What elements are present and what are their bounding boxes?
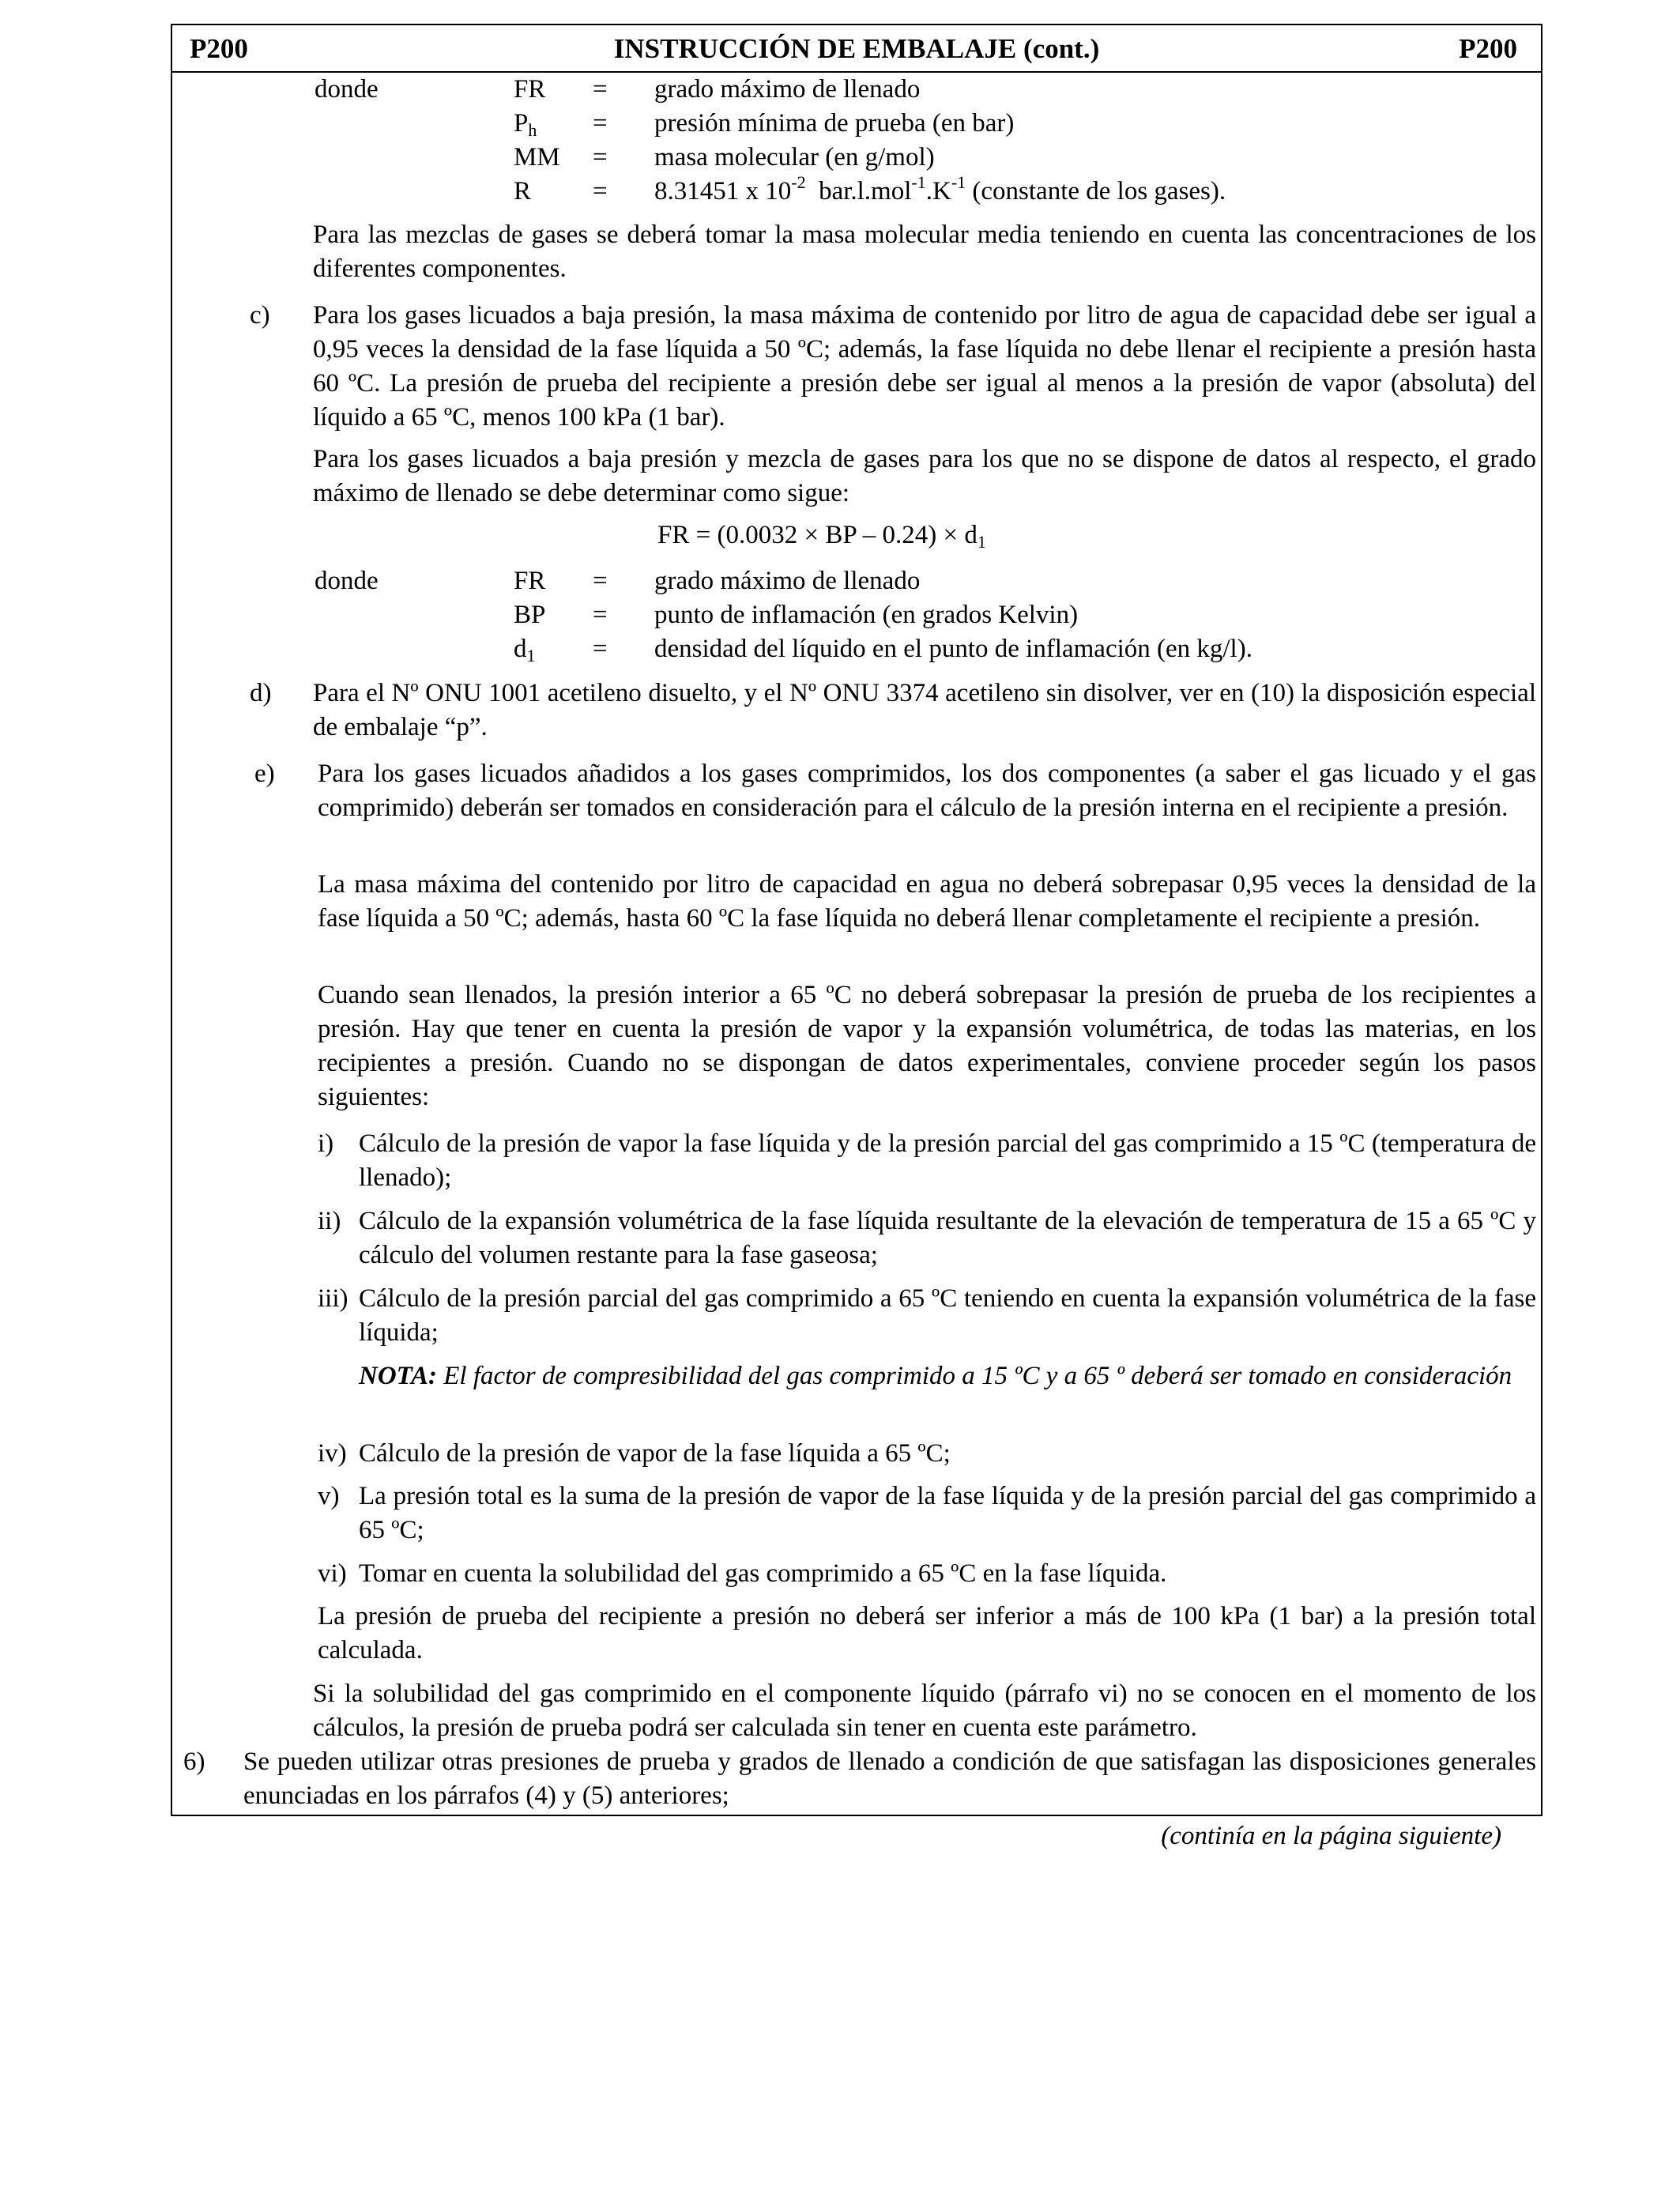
table-header — [172, 25, 1541, 73]
note-label: NOTA: — [359, 1362, 437, 1390]
step-label: iv) — [318, 1439, 347, 1468]
step-label: v) — [318, 1482, 340, 1510]
definition-fr: grado máximo de llenado — [654, 567, 921, 595]
instruction-code-right: P200 — [1459, 33, 1517, 64]
step-label: ii) — [318, 1207, 341, 1235]
item-e-paragraph-4: La presión de prueba del recipiente a presión no deberá ser inferior a más de 100 kPa (1 bar) a la presión total calculada. — [318, 1602, 1536, 1664]
symbol-fr: FR — [514, 567, 546, 595]
instruction-code-left: P200 — [190, 33, 248, 64]
item-e-paragraph-5: Si la solubilidad del gas comprimido en el componente líquido (párrafo vi) no se conocen en el momento de los cálculos, la presión de prueba podrá ser calculada sin tener en cuenta este parámetro. — [313, 1679, 1536, 1742]
equals-sign: = — [593, 75, 608, 104]
step-text: Cálculo de la presión de vapor de la fase líquida a 65 ºC; — [359, 1439, 951, 1468]
item-d-label: d) — [250, 679, 272, 707]
donde-label: donde — [315, 567, 379, 595]
equals-sign: = — [593, 109, 608, 138]
mixtures-paragraph: Para las mezclas de gases se deberá tomar la masa molecular media teniendo en cuenta las concentraciones de los diferentes componentes. — [313, 221, 1536, 283]
item-c-label: c) — [250, 301, 270, 330]
step-text: La presión total es la suma de la presión de vapor de la fase líquida y de la presión parcial del gas comprimido a 65 ºC; — [359, 1482, 1536, 1544]
item-d-paragraph: Para el Nº ONU 1001 acetileno disuelto, y el Nº ONU 3374 acetileno sin disolver, ver en (10) la disposición especial de embalaje “p”. — [313, 679, 1536, 741]
definition-bp: punto de inflamación (en grados Kelvin) — [654, 601, 1079, 629]
item-e-paragraph-3: Cuando sean llenados, la presión interior a 65 ºC no deberá sobrepasar la presión de prueba de los recipientes a presión. Hay que tener en cuenta la presión de vapor y la expansión volumétrica, de todas las materias, en los recipientes a presión. Cuando no se dispongan de datos experimentales, conviene proceder según los pasos siguientes: — [318, 981, 1536, 1111]
symbol-r: R — [514, 177, 532, 205]
definition-r: 8.31451 x $10^{-2}$ $bar.l.mol^{-1}.K^{-1}$ (constante de los gases). — [654, 172, 1226, 205]
definition-mm: masa molecular (en g/mol) — [654, 143, 935, 172]
item-6-label: 6) — [183, 1747, 205, 1776]
step-text: Tomar en cuenta la solubilidad del gas comprimido a 65 ºC en la fase líquida. — [359, 1559, 1167, 1588]
symbol-bp: BP — [514, 601, 546, 629]
item-c-paragraph-2: Para los gases licuados a baja presión y mezcla de gases para los que no se dispone de datos al respecto, el grado máximo de llenado se debe determinar como sigue: — [313, 445, 1536, 507]
equals-sign: = — [593, 177, 608, 205]
note-paragraph: NOTA: El factor de compresibilidad del gas comprimido a 15 ºC y a 65 º deberá ser tomado en consideración — [359, 1362, 1512, 1390]
item-c-paragraph-1: Para los gases licuados a baja presión, la masa máxima de contenido por litro de agua de capacidad debe ser igual a 0,95 veces la densidad de la fase líquida a 50 ºC; además, la fase líquida no debe llenar el recipiente a presión hasta 60 ºC. La presión de prueba del recipiente a presión debe ser igual al menos a la presión de vapor (absoluta) del líquido a 65 ºC, menos 100 kPa (1 bar). — [313, 301, 1536, 432]
page-title: INSTRUCCIÓN DE EMBALAJE (cont.) — [613, 33, 1100, 64]
definition-fr: grado máximo de llenado — [654, 75, 921, 104]
step-label: i) — [318, 1129, 334, 1158]
step-label: iii) — [318, 1284, 348, 1313]
step-text: Cálculo de la presión de vapor la fase líquida y de la presión parcial del gas comprimido a 15 ºC (temperatura de llenado); — [359, 1129, 1536, 1192]
step-label: vi) — [318, 1559, 347, 1588]
equals-sign: = — [593, 601, 608, 629]
donde-label: donde — [315, 75, 379, 104]
equals-sign: = — [593, 567, 608, 595]
item-e-label: e) — [254, 760, 275, 788]
continued-note: (continía en la página siguiente) — [1161, 1822, 1501, 1850]
item-e-paragraph-2: La masa máxima del contenido por litro de capacidad en agua no deberá sobrepasar 0,95 veces la densidad de la fase líquida a 50 ºC; además, hasta 60 ºC la fase líquida no deberá llenar completamente el recipiente a presión. — [318, 870, 1536, 933]
symbol-mm: MM — [514, 143, 560, 172]
filling-ratio-formula: FR = (0.0032 × BP – $0.24) \times d_1$ — [657, 521, 986, 552]
symbol-fr: FR — [514, 75, 546, 104]
symbol-d1: $d_1$ — [514, 635, 536, 665]
step-text: Cálculo de la presión parcial del gas comprimido a 65 ºC teniendo en cuenta la expansión volumétrica de la fase líquida; — [359, 1284, 1536, 1347]
definition-d1: densidad del líquido en el punto de inflamación (en kg/l). — [654, 635, 1252, 663]
item-e-paragraph-1: Para los gases licuados añadidos a los gases comprimidos, los dos componentes (a saber el gas licuado y el gas comprimido) deberán ser tomados en consideración para el cálculo de la presión interna en el recipiente a presión. — [318, 760, 1536, 822]
step-text: Cálculo de la expansión volumétrica de la fase líquida resultante de la elevación de temperatura de 15 a 65 ºC y cálculo del volumen restante para la fase gaseosa; — [359, 1207, 1536, 1269]
definition-ph: presión mínima de prueba (en bar) — [654, 109, 1015, 138]
item-6-paragraph: Se pueden utilizar otras presiones de prueba y grados de llenado a condición de que satisfagan las disposiciones generales enunciadas en los párrafos (4) y (5) anteriores; — [243, 1747, 1536, 1810]
packing-instruction-frame — [171, 24, 1543, 1816]
symbol-ph: $P_h$ — [514, 109, 537, 140]
equals-sign: = — [593, 635, 608, 663]
equals-sign: = — [593, 143, 608, 172]
